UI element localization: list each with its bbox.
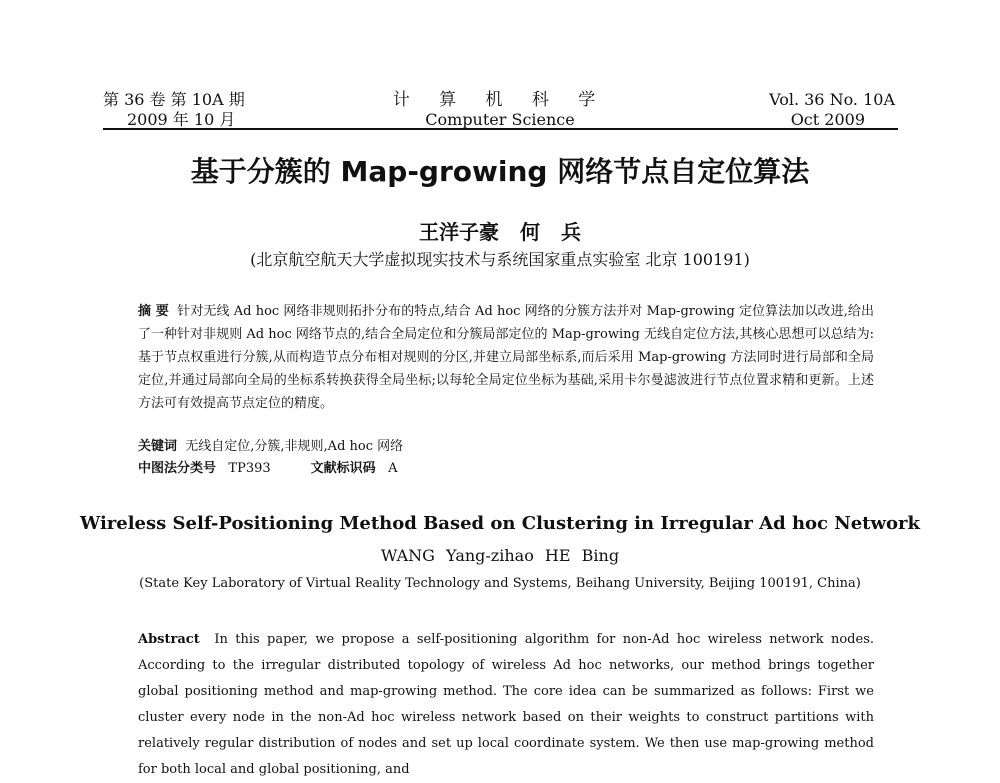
doc-code-label: 文献标识码 <box>310 461 376 476</box>
volume-issue-cn <box>103 90 245 130</box>
keywords-label-cn: 关键词 <box>138 439 178 454</box>
doc-code-value: A <box>388 461 398 476</box>
clc-label: 中图法分类号 <box>138 461 217 476</box>
abstract-text-cn: 针对无线 Ad hoc 网络非规则拓扑分布的特点,结合 Ad hoc 网络的分簇方法并对 Map-growing 定位算法加以改进,给出了一种针对非规则 Ad hoc 网络节点的,结合全局定位和分簇局部定位的 Map-growing 无线自定位方法,其核心思想可以总结为:基于节点权重进行分簇,从而构造节点分布相对规则的分区,并建立局部坐标系,而后采用 Map-growing 方法同时进行局部和全局定位,并通过局部向全局的坐标系转换获得全局坐标;以每轮全局定位坐标为基础,采用卡尔曼滤波进行节点位置求精和更新。上述方法可有效提高节点定位的精度。 <box>138 304 875 411</box>
affiliation-cn: (北京航空航天大学虚拟现实技术与系统国家重点实验室 北京 100191) <box>250 250 750 269</box>
date-label-en: Oct 2009 <box>790 110 865 129</box>
paper-title-cn: 基于分簇的 Map-growing 网络节点自定位算法 <box>190 155 810 188</box>
volume-label-en: Vol. 36 No. 10A <box>769 90 895 109</box>
keywords-text-cn: 无线自定位,分簇,非规则,Ad hoc 网络 <box>185 439 404 454</box>
abstract-text-en: In this paper, we propose a self-positioning algorithm for non-Ad hoc wireless network nodes. According to the irregular distributed topology of wireless Ad hoc networks, our method brings together global positioning method and map-growing method. The core idea can be summarized as follows: First we cluster every node in the non-Ad hoc wireless network based on their weights to construct partitions with relatively regular distribution of nodes and set up local coordinate system. We then use map-growing method for both local and global positioning, and <box>138 632 874 777</box>
journal-name-en: Computer Science <box>425 110 575 129</box>
keywords-cn <box>138 437 403 457</box>
journal-name <box>300 90 700 130</box>
clc-value: TP393 <box>228 461 271 476</box>
authors-cn: 王洋子豪 何 兵 <box>419 220 581 244</box>
date-label-cn: 2009 年 10 月 <box>127 110 236 129</box>
abstract-cn <box>138 300 874 415</box>
classification-line <box>138 459 397 479</box>
abstract-label-cn: 摘 要 <box>138 304 169 319</box>
abstract-label-en: Abstract <box>138 632 200 647</box>
paper-title-en: Wireless Self-Positioning Method Based on Clustering in Irregular Ad hoc Network <box>80 513 920 534</box>
affiliation-en: (State Key Laboratory of Virtual Reality Technology and Systems, Beihang University, Beijing 100191, China) <box>139 576 861 591</box>
journal-name-cn: 计 算 机 科 学 <box>392 90 608 110</box>
volume-issue-en <box>769 90 895 130</box>
authors-en: WANG Yang-zihao HE Bing <box>380 546 620 565</box>
header-rule <box>103 128 898 130</box>
volume-label-cn: 第 36 卷 第 10A 期 <box>103 90 245 109</box>
